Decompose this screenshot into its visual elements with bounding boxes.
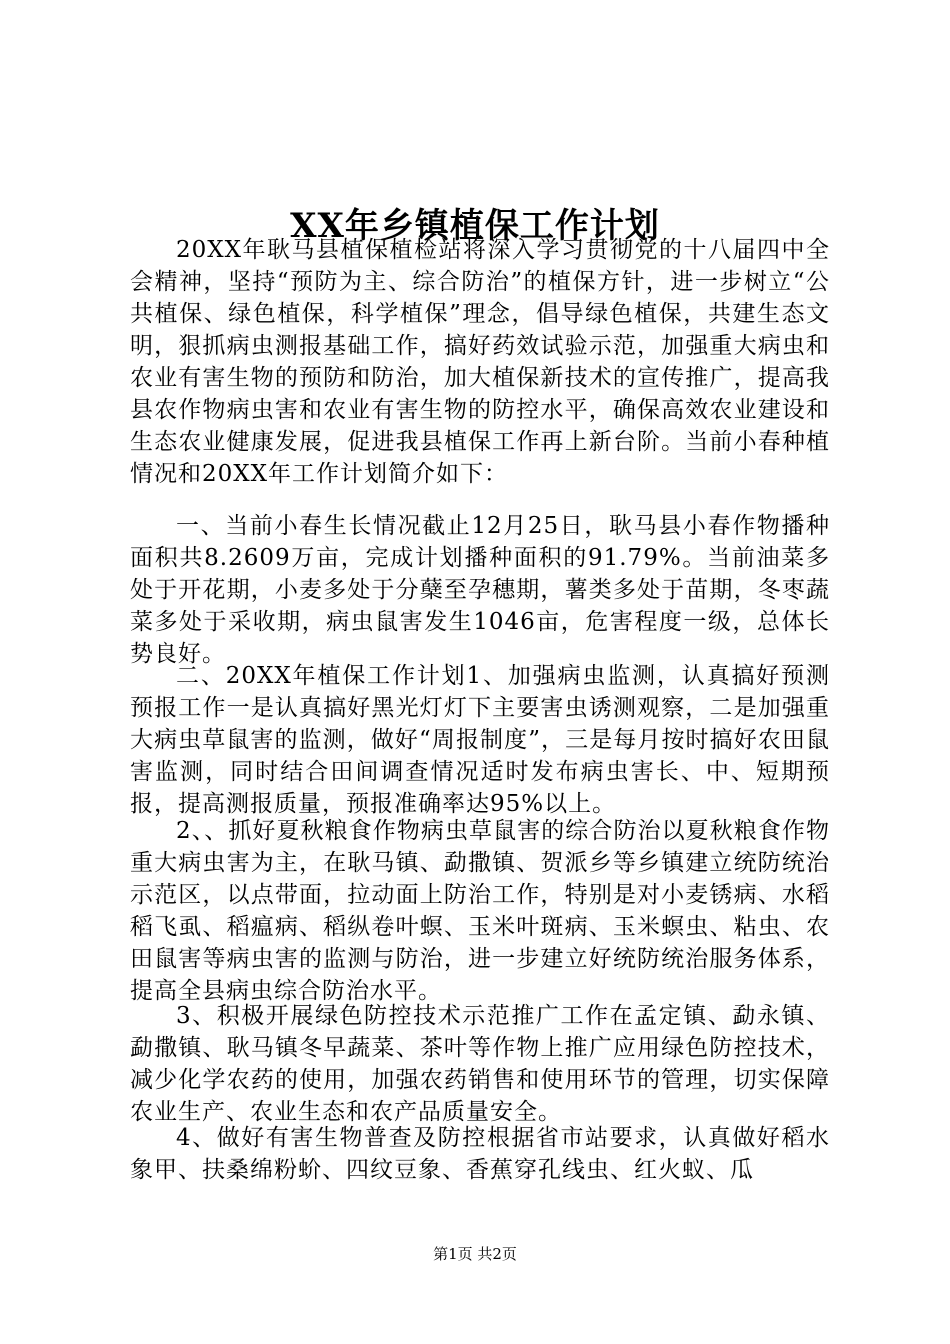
paragraph-item-4: 4、做好有害生物普查及防控根据省市站要求，认真做好稻水象甲、扶桑绵粉蚧、四纹豆象、香蕉穿孔线虫、红火蚁、瓜 — [130, 1125, 830, 1183]
paragraph-section-1: 一、当前小春生长情况截止12月25日，耿马县小春作物播种面积共8.2609万亩，完成计划播种面积的91.79%。当前油菜多处于开花期，小麦多处于分蘖至孕穗期，薯类多处于苗期，冬枣蔬菜多处于采收期，病虫鼠害发生1046亩，危害程度一级，总体长势良好。 — [130, 513, 830, 667]
paragraph-section-2: 二、20XX年植保工作计划1、加强病虫监测，认真搞好预测预报工作一是认真搞好黑光灯灯下主要害虫诱测观察，二是加强重大病虫草鼠害的监测，做好“周报制度”，三是每月按时搞好农田鼠害监测，同时结合田间调查情况适时发布病虫害长、中、短期预报，提高测报质量，预报准确率达95%以上。 — [130, 663, 830, 817]
page-title: XX年乡镇植保工作计划 — [290, 205, 660, 246]
page-number-footer: 第1页 共2页 — [433, 1245, 517, 1263]
paragraph-item-2: 2、、抓好夏秋粮食作物病虫草鼠害的综合防治以夏秋粮食作物重大病虫害为主，在耿马镇、勐撒镇、贺派乡等乡镇建立统防统治示范区，以点带面，拉动面上防治工作，特别是对小麦锈病、水稻稻飞虱、稻瘟病、稻纵卷叶螟、玉米叶斑病、玉米螟虫、粘虫、农田鼠害等病虫害的监测与防治，进一步建立好统防统治服务体系，提高全县病虫综合防治水平。 — [130, 818, 830, 1004]
paragraph-intro: 20XX年耿马县植保植检站将深入学习贯彻党的十八届四中全会精神，坚持“预防为主、综合防治”的植保方针，进一步树立“公共植保、绿色植保，科学植保”理念，倡导绿色植保，共建生态文明，狠抓病虫测报基础工作，搞好药效试验示范，加强重大病虫和农业有害生物的预防和防治，加大植保新技术的宣传推广，提高我县农作物病虫害和农业有害生物的防控水平，确保高效农业建设和生态农业健康发展，促进我县植保工作再上新台阶。当前小春种植情况和20XX年工作计划简介如下： — [130, 237, 830, 487]
paragraph-item-3: 3、积极开展绿色防控技术示范推广工作在孟定镇、勐永镇、勐撒镇、耿马镇冬早蔬菜、茶叶等作物上推广应用绿色防控技术，减少化学农药的使用，加强农药销售和使用环节的管理，切实保障农业生产、农业生态和农产品质量安全。 — [130, 1003, 830, 1125]
